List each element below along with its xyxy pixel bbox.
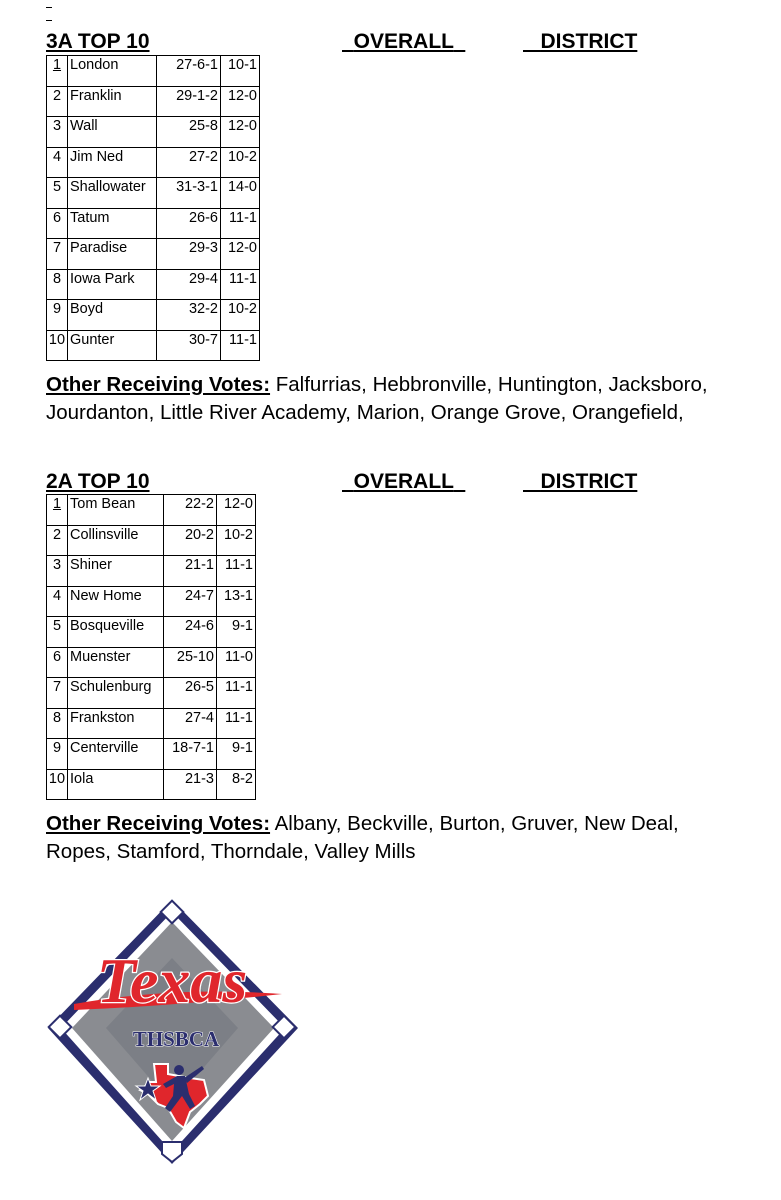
table-row — [47, 678, 256, 709]
thsbca-logo — [44, 898, 302, 1168]
team-cell: Schulenburg — [68, 678, 164, 709]
table-row — [47, 147, 260, 178]
overall-cell: 29-1-2 — [157, 86, 221, 117]
district-cell: 11-1 — [217, 556, 256, 587]
overall-cell: 20-2 — [164, 525, 217, 556]
rank-cell: 9 — [47, 739, 68, 770]
table-row — [47, 178, 260, 209]
table-row — [47, 769, 256, 800]
other-votes — [46, 371, 726, 426]
overall-cell: 30-7 — [157, 330, 221, 361]
table-row — [47, 239, 260, 270]
team-cell: Collinsville — [68, 525, 164, 556]
team-cell: Shiner — [68, 556, 164, 587]
section-3a — [46, 30, 746, 460]
team-cell: Boyd — [68, 300, 157, 331]
rank-cell: 1 — [47, 495, 68, 526]
district-cell: 10-1 — [221, 56, 260, 87]
page-mark-top — [46, 7, 52, 8]
team-cell: Gunter — [68, 330, 157, 361]
table-row — [47, 86, 260, 117]
rank-cell: 4 — [47, 147, 68, 178]
section-2a — [46, 470, 746, 870]
rank-cell: 4 — [47, 586, 68, 617]
team-cell: Tom Bean — [68, 495, 164, 526]
district-cell: 10-2 — [217, 525, 256, 556]
team-cell: Shallowater — [68, 178, 157, 209]
table-row — [47, 708, 256, 739]
table-row — [47, 647, 256, 678]
overall-cell: 21-1 — [164, 556, 217, 587]
rank-cell: 5 — [47, 178, 68, 209]
section-title: 3A TOP 10 — [46, 30, 150, 53]
other-votes-text: Albany, Beckville, Burton, Gruver, New Deal, Ropes, Stamford, Thorndale, Valley Mills — [46, 812, 679, 863]
overall-header: OVERALL — [353, 30, 454, 53]
table-row — [47, 300, 260, 331]
overall-cell: 22-2 — [164, 495, 217, 526]
district-cell: 9-1 — [217, 617, 256, 648]
rank-cell: 6 — [47, 208, 68, 239]
other-votes — [46, 810, 726, 865]
team-cell: Tatum — [68, 208, 157, 239]
table-row — [47, 586, 256, 617]
overall-cell: 27-2 — [157, 147, 221, 178]
district-cell: 14-0 — [221, 178, 260, 209]
table-row — [47, 56, 260, 87]
overall-cell: 24-7 — [164, 586, 217, 617]
district-cell: 12-0 — [217, 495, 256, 526]
overall-header: OVERALL — [353, 470, 454, 493]
other-votes-label: Other Receiving Votes: — [46, 812, 271, 835]
district-cell: 13-1 — [217, 586, 256, 617]
rank-cell: 5 — [47, 617, 68, 648]
overall-cell: 29-3 — [157, 239, 221, 270]
table-row — [47, 117, 260, 148]
table-row — [47, 330, 260, 361]
rankings-table — [46, 494, 256, 800]
rank-cell: 2 — [47, 525, 68, 556]
rank-cell: 3 — [47, 556, 68, 587]
district-cell: 12-0 — [221, 239, 260, 270]
overall-cell: 32-2 — [157, 300, 221, 331]
table-row — [47, 495, 256, 526]
team-cell: Frankston — [68, 708, 164, 739]
table-row — [47, 556, 256, 587]
team-cell: Muenster — [68, 647, 164, 678]
overall-cell: 26-5 — [164, 678, 217, 709]
overall-cell: 31-3-1 — [157, 178, 221, 209]
rank-cell: 7 — [47, 239, 68, 270]
thsbca-logo-graphic — [44, 898, 302, 1168]
team-cell: Jim Ned — [68, 147, 157, 178]
rank-cell: 6 — [47, 647, 68, 678]
team-cell: Centerville — [68, 739, 164, 770]
rank-cell: 1 — [47, 56, 68, 87]
rankings-table — [46, 55, 260, 361]
rank-cell: 8 — [47, 708, 68, 739]
table-row — [47, 617, 256, 648]
rank-cell: 2 — [47, 86, 68, 117]
district-cell: 11-1 — [221, 269, 260, 300]
team-cell: Wall — [68, 117, 157, 148]
district-cell: 10-2 — [221, 147, 260, 178]
rank-cell: 10 — [47, 330, 68, 361]
district-cell: 11-1 — [221, 208, 260, 239]
district-cell: 12-0 — [221, 86, 260, 117]
overall-cell: 29-4 — [157, 269, 221, 300]
other-votes-label: Other Receiving Votes: — [46, 373, 271, 396]
team-cell: Iola — [68, 769, 164, 800]
team-cell: London — [68, 56, 157, 87]
table-row — [47, 208, 260, 239]
rank-cell: 7 — [47, 678, 68, 709]
section-title: 2A TOP 10 — [46, 470, 150, 493]
team-cell: Iowa Park — [68, 269, 157, 300]
overall-cell: 21-3 — [164, 769, 217, 800]
overall-cell: 27-4 — [164, 708, 217, 739]
district-cell: 12-0 — [221, 117, 260, 148]
district-cell: 11-1 — [221, 330, 260, 361]
page-mark-bottom — [46, 20, 52, 21]
district-header: DISTRICT — [540, 30, 638, 53]
team-cell: Paradise — [68, 239, 157, 270]
rank-cell: 3 — [47, 117, 68, 148]
district-cell: 11-0 — [217, 647, 256, 678]
logo-wordmark: Texas — [96, 945, 248, 1016]
rank-cell: 9 — [47, 300, 68, 331]
table-row — [47, 525, 256, 556]
overall-cell: 25-8 — [157, 117, 221, 148]
overall-cell: 25-10 — [164, 647, 217, 678]
overall-cell: 18-7-1 — [164, 739, 217, 770]
overall-cell: 24-6 — [164, 617, 217, 648]
overall-cell: 26-6 — [157, 208, 221, 239]
district-cell: 11-1 — [217, 708, 256, 739]
district-cell: 10-2 — [221, 300, 260, 331]
district-cell: 9-1 — [217, 739, 256, 770]
table-row — [47, 739, 256, 770]
rank-cell: 8 — [47, 269, 68, 300]
logo-org: THSBCA — [132, 1027, 220, 1051]
table-row — [47, 269, 260, 300]
district-header: DISTRICT — [540, 470, 638, 493]
overall-cell: 27-6-1 — [157, 56, 221, 87]
district-cell: 8-2 — [217, 769, 256, 800]
team-cell: Franklin — [68, 86, 157, 117]
team-cell: Bosqueville — [68, 617, 164, 648]
team-cell: New Home — [68, 586, 164, 617]
other-votes-text: Falfurrias, Hebbronville, Huntington, Jacksboro, Jourdanton, Little River Academy, Marion, Orange Grove, Orangefield, — [46, 373, 708, 424]
rank-cell: 10 — [47, 769, 68, 800]
district-cell: 11-1 — [217, 678, 256, 709]
